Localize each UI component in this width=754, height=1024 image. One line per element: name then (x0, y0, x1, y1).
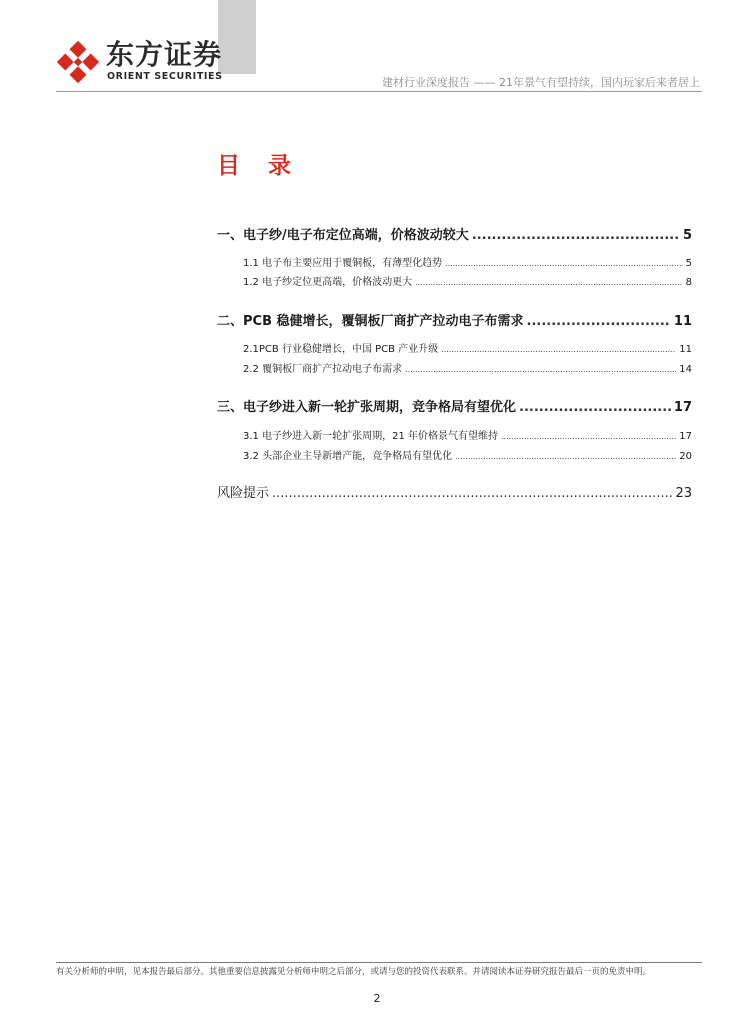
orient-securities-logo-icon (56, 40, 100, 84)
brand-name-cn: 东方证券 (106, 38, 223, 71)
toc-entry-page: 11 (679, 344, 692, 355)
toc-entry-page: 5 (682, 228, 692, 243)
toc-entry-section-2[interactable] (217, 310, 692, 329)
toc-entry-text: 3.1 电子纱进入新一轮扩张周期，21 年价格景气有望维持 (243, 431, 498, 442)
toc-entry-page: 5 (685, 258, 692, 269)
toc-leader-dots (455, 452, 676, 461)
toc-entry-page: 11 (673, 314, 692, 329)
toc-entry-text: 2.2 覆铜板厂商扩产拉动电子布需求 (243, 364, 403, 375)
toc-leader-dots (405, 365, 676, 374)
toc-entry-section-2-2[interactable] (243, 360, 692, 375)
toc-entry-text: 3.2 头部企业主导新增产能，竞争格局有望优化 (243, 451, 453, 462)
footer-disclaimer: 有关分析师的申明，见本报告最后部分。其他重要信息披露见分析师申明之后部分，或请与您的投资代表联系。并请阅读本证券研究报告最后一页的免责申明。 (56, 967, 652, 977)
toc-leader-dots (272, 486, 672, 501)
toc-entry-section-1-1[interactable] (243, 254, 692, 269)
toc-leader-dots (519, 400, 671, 415)
toc-entry-page: 17 (673, 400, 692, 415)
toc-entry-page: 8 (685, 277, 692, 288)
toc-entry-page: 23 (675, 486, 692, 501)
page-number: 2 (373, 992, 381, 1005)
toc-title: 目 录 (217, 153, 302, 179)
report-subtitle: 建材行业深度报告 —— 21年景气有望持续，国内玩家后来者居上 (382, 76, 700, 89)
toc-entry-text: 一、电子纱/电子布定位高端，价格波动较大 (217, 228, 469, 243)
toc-entry-text: 2.1PCB 行业稳健增长，中国 PCB 产业升级 (243, 344, 439, 355)
toc-entry-text: 二、PCB 稳健增长，覆铜板厂商扩产拉动电子布需求 (217, 314, 524, 329)
header-decor-bar (218, 0, 256, 74)
toc-entry-text: 风险提示 (217, 486, 270, 501)
toc-leader-dots (445, 259, 683, 268)
toc-entry-section-1-2[interactable] (243, 273, 692, 288)
toc-entry-section-1[interactable] (217, 224, 692, 243)
toc-leader-dots (527, 314, 671, 329)
brand-name-en: ORIENT SECURITIES (107, 71, 223, 82)
toc-entry-page: 17 (679, 431, 692, 442)
toc-entry-section-3-2[interactable] (243, 447, 692, 462)
toc-entry-text: 三、电子纱进入新一轮扩张周期，竞争格局有望优化 (217, 400, 517, 415)
toc-leader-dots (501, 432, 676, 441)
toc-entry-section-3-1[interactable] (243, 427, 692, 442)
toc-entry-page: 20 (679, 451, 692, 462)
toc-entry-section-3[interactable] (217, 396, 692, 415)
toc-entry-text: 1.1 电子布主要应用于覆铜板，有薄型化趋势 (243, 258, 443, 269)
toc-leader-dots (441, 345, 676, 354)
toc-leader-dots (472, 228, 680, 243)
toc-entry-page: 14 (679, 364, 692, 375)
toc-entry-text: 1.2 电子纱定位更高端，价格波动更大 (243, 277, 413, 288)
toc-entry-risk[interactable] (217, 482, 692, 501)
toc-entry-section-2-1[interactable] (243, 340, 692, 355)
toc-leader-dots (415, 278, 683, 287)
footer-divider (56, 962, 702, 963)
header-divider (56, 91, 702, 92)
